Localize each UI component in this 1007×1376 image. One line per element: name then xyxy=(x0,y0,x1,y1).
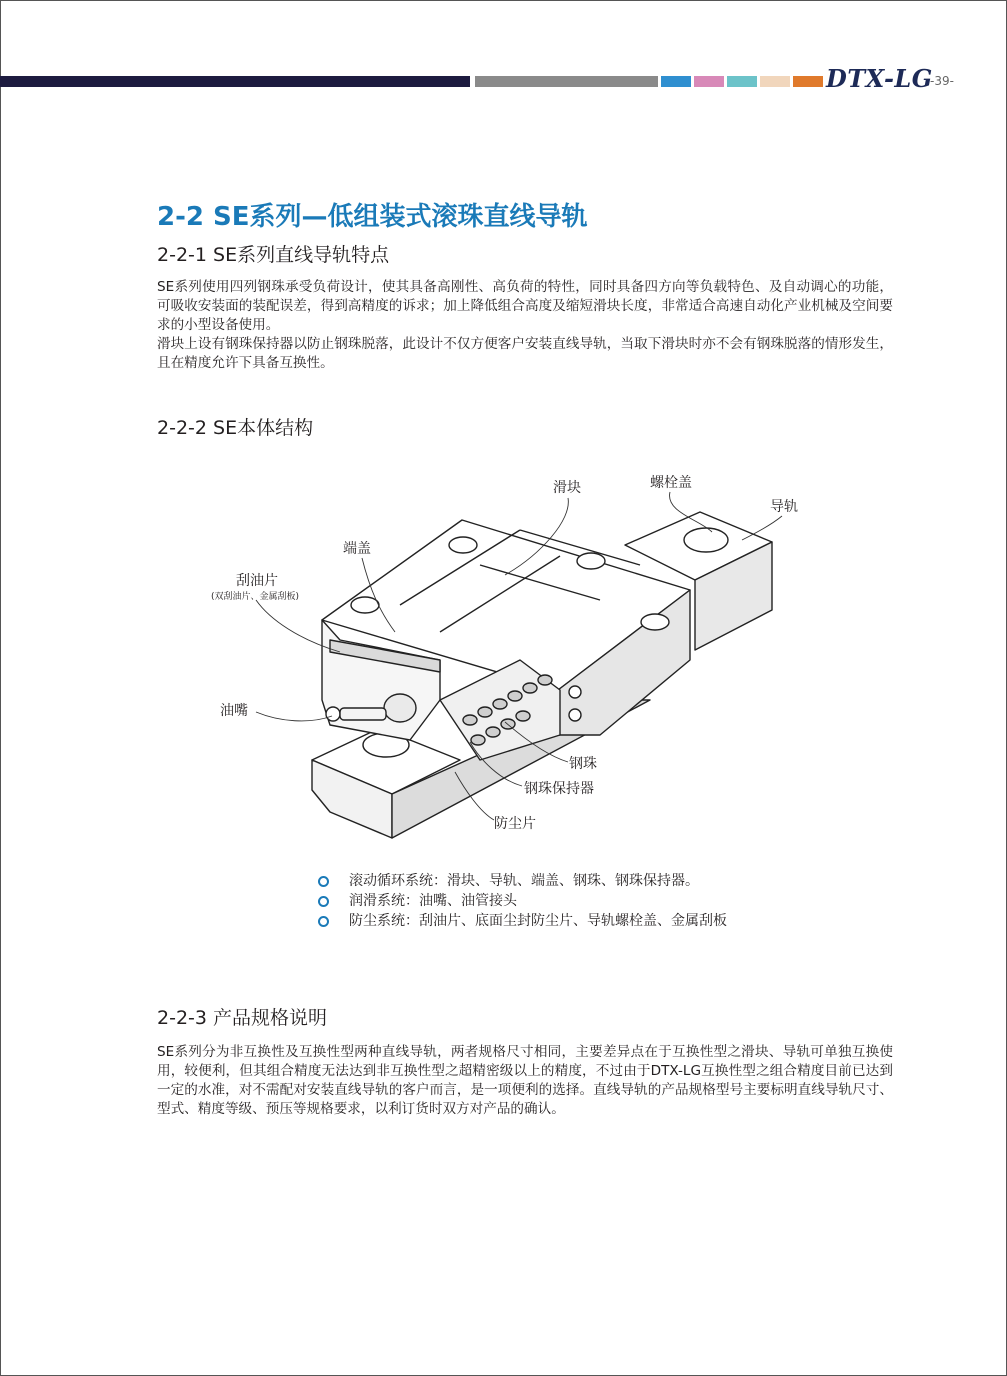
label-steel-ball: 钢珠 xyxy=(569,756,597,772)
slider-hole-4 xyxy=(641,614,669,630)
slider-hole-1 xyxy=(449,537,477,553)
specs-text xyxy=(157,1043,893,1119)
features-heading: 2-2-1 SE系列直线导轨特点 xyxy=(157,244,390,266)
bullet-ring-icon xyxy=(318,896,329,907)
brand-logo: DTX-LG xyxy=(826,64,933,93)
system-item-lubrication xyxy=(318,891,727,911)
label-end-cap: 端盖 xyxy=(343,541,371,557)
label-slider: 滑块 xyxy=(553,480,581,496)
page-number: -39- xyxy=(930,74,954,88)
features-paragraph-1: SE系列使用四列钢珠承受负荷设计，使其具备高刚性、高负荷的特性，同时具备四方向等负载特色、及自动调心的功能，可吸收安装面的装配误差，得到高精度的诉求；加上降低组合高度及缩短滑块长度，非常适合高速自动化产业机械及空间要求的小型设备使用。 xyxy=(157,279,893,333)
system-item-text: 防尘系统：刮油片、底面尘封防尘片、导轨螺栓盖、金属刮板 xyxy=(349,913,727,929)
label-dust-seal: 防尘片 xyxy=(494,816,536,832)
specs-heading: 2-2-3 产品规格说明 xyxy=(157,1007,328,1029)
label-grease-nipple: 油嘴 xyxy=(220,703,248,719)
label-bolt-cap: 螺栓盖 xyxy=(650,475,692,491)
system-list xyxy=(318,871,727,931)
slider-hole-2 xyxy=(351,597,379,613)
label-ball-retainer: 钢珠保持器 xyxy=(524,781,594,797)
bullet-ring-icon xyxy=(318,916,329,927)
rail-bolt-hole-back xyxy=(684,528,728,552)
system-item-text: 润滑系统：油嘴、油管接头 xyxy=(349,893,517,909)
system-item-circulation xyxy=(318,871,727,891)
label-scraper: 刮油片 xyxy=(236,573,278,589)
system-item-dustproof xyxy=(318,911,727,931)
bullet-ring-icon xyxy=(318,876,329,887)
label-rail: 导轨 xyxy=(770,499,798,515)
slider-hole-3 xyxy=(577,553,605,569)
features-paragraph-2: 滑块上设有钢珠保持器以防止钢珠脱落，此设计不仅方便客户安装直线导轨，当取下滑块时亦不会有钢珠脱落的情形发生，且在精度允许下具备互换性。 xyxy=(157,336,893,371)
system-item-text: 滚动循环系统：滑块、导轨、端盖、钢珠、钢珠保持器。 xyxy=(349,873,699,889)
grease-nipple xyxy=(384,694,416,722)
specs-paragraph: SE系列分为非互换性及互换性型两种直线导轨，两者规格尺寸相同，主要差异点在于互换性型之滑块、导轨可单独互换使用，较便利，但其组合精度无法达到非互换性型之超精密级以上的精度，不过由于DTX-LG互换性型之组合精度目前已达到一定的水准，对不需配对安装直线导轨的客户而言，是一项便利的选择。直线导轨的产品规格型号主要标明直线导轨尺寸、型式、精度等级、预压等规格要求，以利订货时双方对产品的确认。 xyxy=(157,1044,893,1117)
label-scraper-note: (双刮油片、金属刮板) xyxy=(211,592,300,602)
section-title: 2-2 SE系列—低组装式滚珠直线导轨 xyxy=(157,202,588,232)
structure-heading: 2-2-2 SE本体结构 xyxy=(157,417,314,439)
